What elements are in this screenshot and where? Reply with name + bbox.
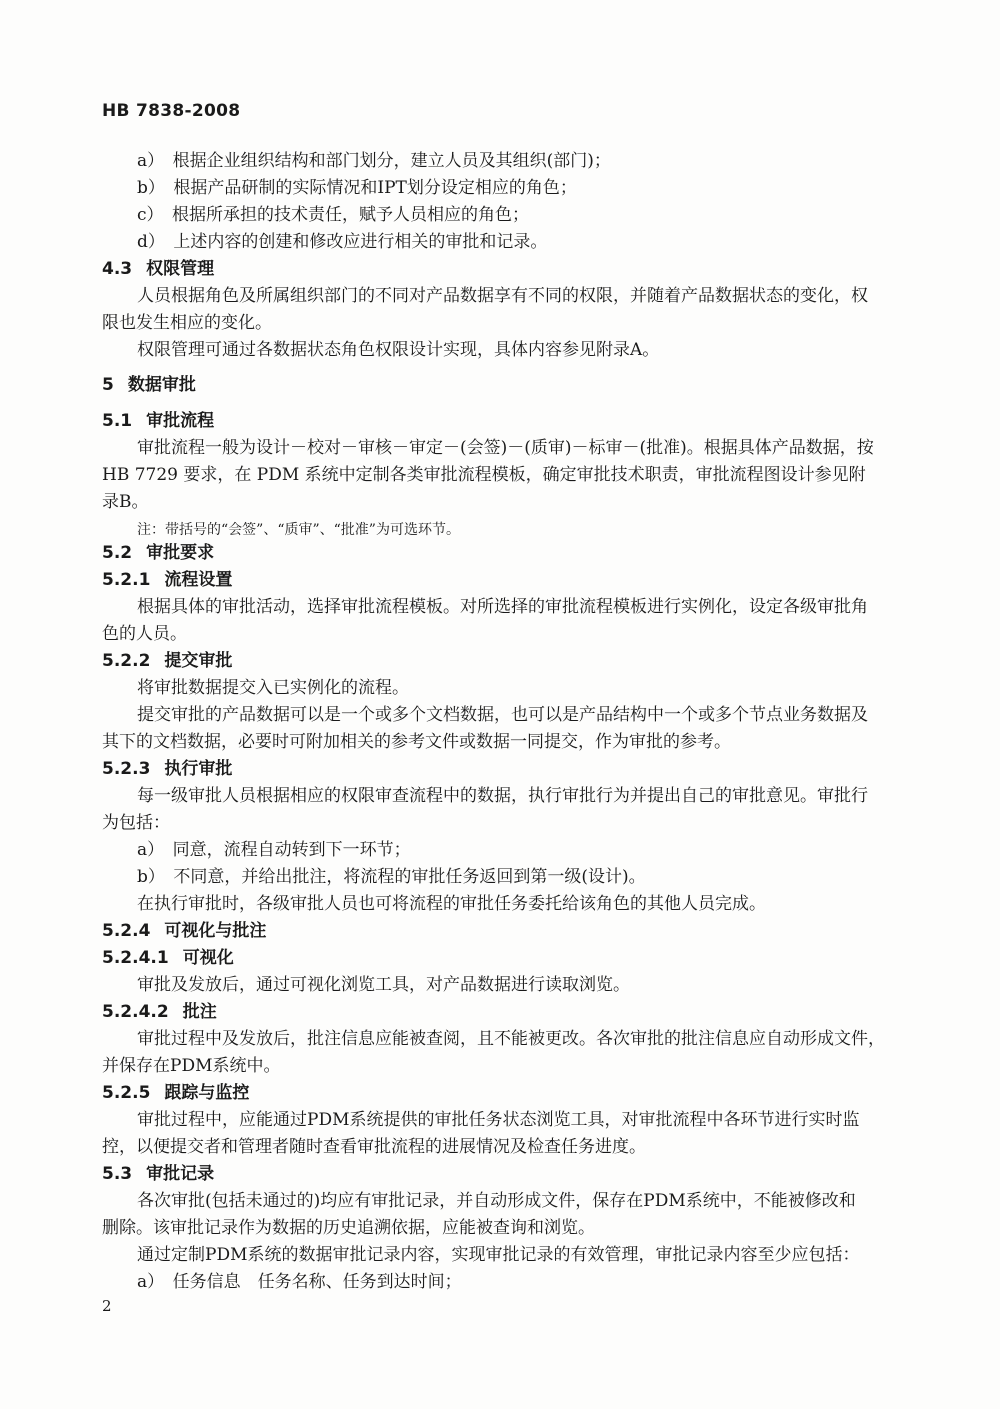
section-heading-5-2-4-2 [102, 1001, 217, 1023]
section-title: 提交审批 [164, 651, 233, 671]
section-number: 5.2.2 [102, 651, 151, 671]
page-number: 2 [102, 1297, 112, 1315]
section-title: 审批记录 [146, 1164, 215, 1184]
section-heading-5-2-3 [102, 758, 232, 780]
paragraph-line: 各次审批(包括未通过的)均应有审批记录，并自动形成文件，保存在PDM系统中，不能被修改和 [137, 1191, 856, 1211]
paragraph-line: HB 7729 要求，在 PDM 系统中定制各类审批流程模板，确定审批技术职责，审批流程图设计参见附 [102, 465, 866, 485]
list-item-a: a） 根据企业组织结构和部门划分，建立人员及其组织(部门)； [137, 151, 611, 171]
paragraph-line: 限也发生相应的变化。 [102, 313, 272, 333]
section-number: 5.2.3 [102, 759, 151, 779]
section-number: 5.2 [102, 543, 133, 563]
paragraph-line: 控，以便提交者和管理者随时查看审批流程的进展情况及检查任务进度。 [102, 1137, 646, 1157]
standard-code-header: HB 7838-2008 [102, 101, 241, 121]
section-title: 跟踪与监控 [164, 1083, 250, 1103]
section-heading-5-2 [102, 542, 214, 564]
paragraph-line: 录B。 [102, 492, 149, 512]
section-heading-5-3 [102, 1163, 214, 1185]
section-heading-5-2-2 [102, 650, 232, 672]
paragraph-line: 审批及发放后，通过可视化浏览工具，对产品数据进行读取浏览。 [137, 975, 630, 995]
section-title: 可视化 [182, 948, 234, 968]
paragraph-line: 其下的文档数据，必要时可附加相关的参考文件或数据一同提交，作为审批的参考。 [102, 732, 731, 752]
section-title: 可视化与批注 [164, 921, 267, 941]
section-heading-5-2-4 [102, 920, 266, 942]
chapter-heading-5 [102, 374, 196, 396]
section-number: 5.2.4.1 [102, 948, 169, 968]
section-title: 执行审批 [164, 759, 233, 779]
section-title: 审批要求 [146, 543, 215, 563]
section-heading-5-2-4-1 [102, 947, 234, 969]
paragraph-line: 删除。该审批记录作为数据的历史追溯依据，应能被查询和浏览。 [102, 1218, 595, 1238]
note-line: 注：带括号的“会签”、“质审”、“批准”为可选环节。 [137, 522, 460, 538]
section-number: 5.1 [102, 411, 133, 431]
chapter-title: 数据审批 [127, 375, 196, 395]
section-number: 5.2.5 [102, 1083, 151, 1103]
section-title: 流程设置 [164, 570, 233, 590]
section-number: 5.2.4 [102, 921, 151, 941]
section-number: 5.2.4.2 [102, 1002, 169, 1022]
paragraph-line: 通过定制PDM系统的数据审批记录内容，实现审批记录的有效管理，审批记录内容至少应包括： [137, 1245, 860, 1265]
section-number: 5.3 [102, 1164, 133, 1184]
list-item-c: c） 根据所承担的技术责任，赋予人员相应的角色； [137, 205, 530, 225]
paragraph-line: 审批过程中及发放后，批注信息应能被查阅，且不能被更改。各次审批的批注信息应自动形成文件， [137, 1029, 885, 1049]
section-heading-5-2-1 [102, 569, 232, 591]
list-item-a: a） 任务信息 任务名称、任务到达时间； [137, 1272, 462, 1292]
paragraph-line: 审批流程一般为设计－校对－审核－审定－(会签)－(质审)－标审－(批准)。根据具体产品数据，按 [137, 438, 874, 458]
list-item-b: b） 根据产品研制的实际情况和IPT划分设定相应的角色； [137, 178, 577, 198]
section-title: 批注 [182, 1002, 217, 1022]
list-item-b: b） 不同意，并给出批注，将流程的审批任务返回到第一级(设计)。 [137, 867, 646, 887]
chapter-number: 5 [102, 375, 114, 395]
paragraph-line: 每一级审批人员根据相应的权限审查流程中的数据，执行审批行为并提出自己的审批意见。审批行 [137, 786, 868, 806]
paragraph-line: 将审批数据提交入已实例化的流程。 [137, 678, 409, 698]
paragraph-line: 在执行审批时，各级审批人员也可将流程的审批任务委托给该角色的其他人员完成。 [137, 894, 766, 914]
section-heading-5-2-5 [102, 1082, 249, 1104]
section-heading-4-3 [102, 258, 214, 280]
section-heading-5-1 [102, 410, 214, 432]
section-number: 4.3 [102, 259, 133, 279]
list-item-a: a） 同意，流程自动转到下一环节； [137, 840, 411, 860]
paragraph-line: 权限管理可通过各数据状态角色权限设计实现，具体内容参见附录A。 [137, 340, 660, 360]
paragraph-line: 并保存在PDM系统中。 [102, 1056, 281, 1076]
list-item-d: d） 上述内容的创建和修改应进行相关的审批和记录。 [137, 232, 548, 252]
section-title: 审批流程 [146, 411, 215, 431]
paragraph-line: 色的人员。 [102, 624, 187, 644]
paragraph-line: 提交审批的产品数据可以是一个或多个文档数据，也可以是产品结构中一个或多个节点业务数据及 [137, 705, 868, 725]
section-number: 5.2.1 [102, 570, 151, 590]
paragraph-line: 审批过程中，应能通过PDM系统提供的审批任务状态浏览工具，对审批流程中各环节进行实时监 [137, 1110, 860, 1130]
paragraph-line: 为包括： [102, 813, 170, 833]
paragraph-line: 人员根据角色及所属组织部门的不同对产品数据享有不同的权限，并随着产品数据状态的变化，权 [137, 286, 868, 306]
paragraph-line: 根据具体的审批活动，选择审批流程模板。对所选择的审批流程模板进行实例化，设定各级审批角 [137, 597, 868, 617]
section-title: 权限管理 [146, 259, 215, 279]
